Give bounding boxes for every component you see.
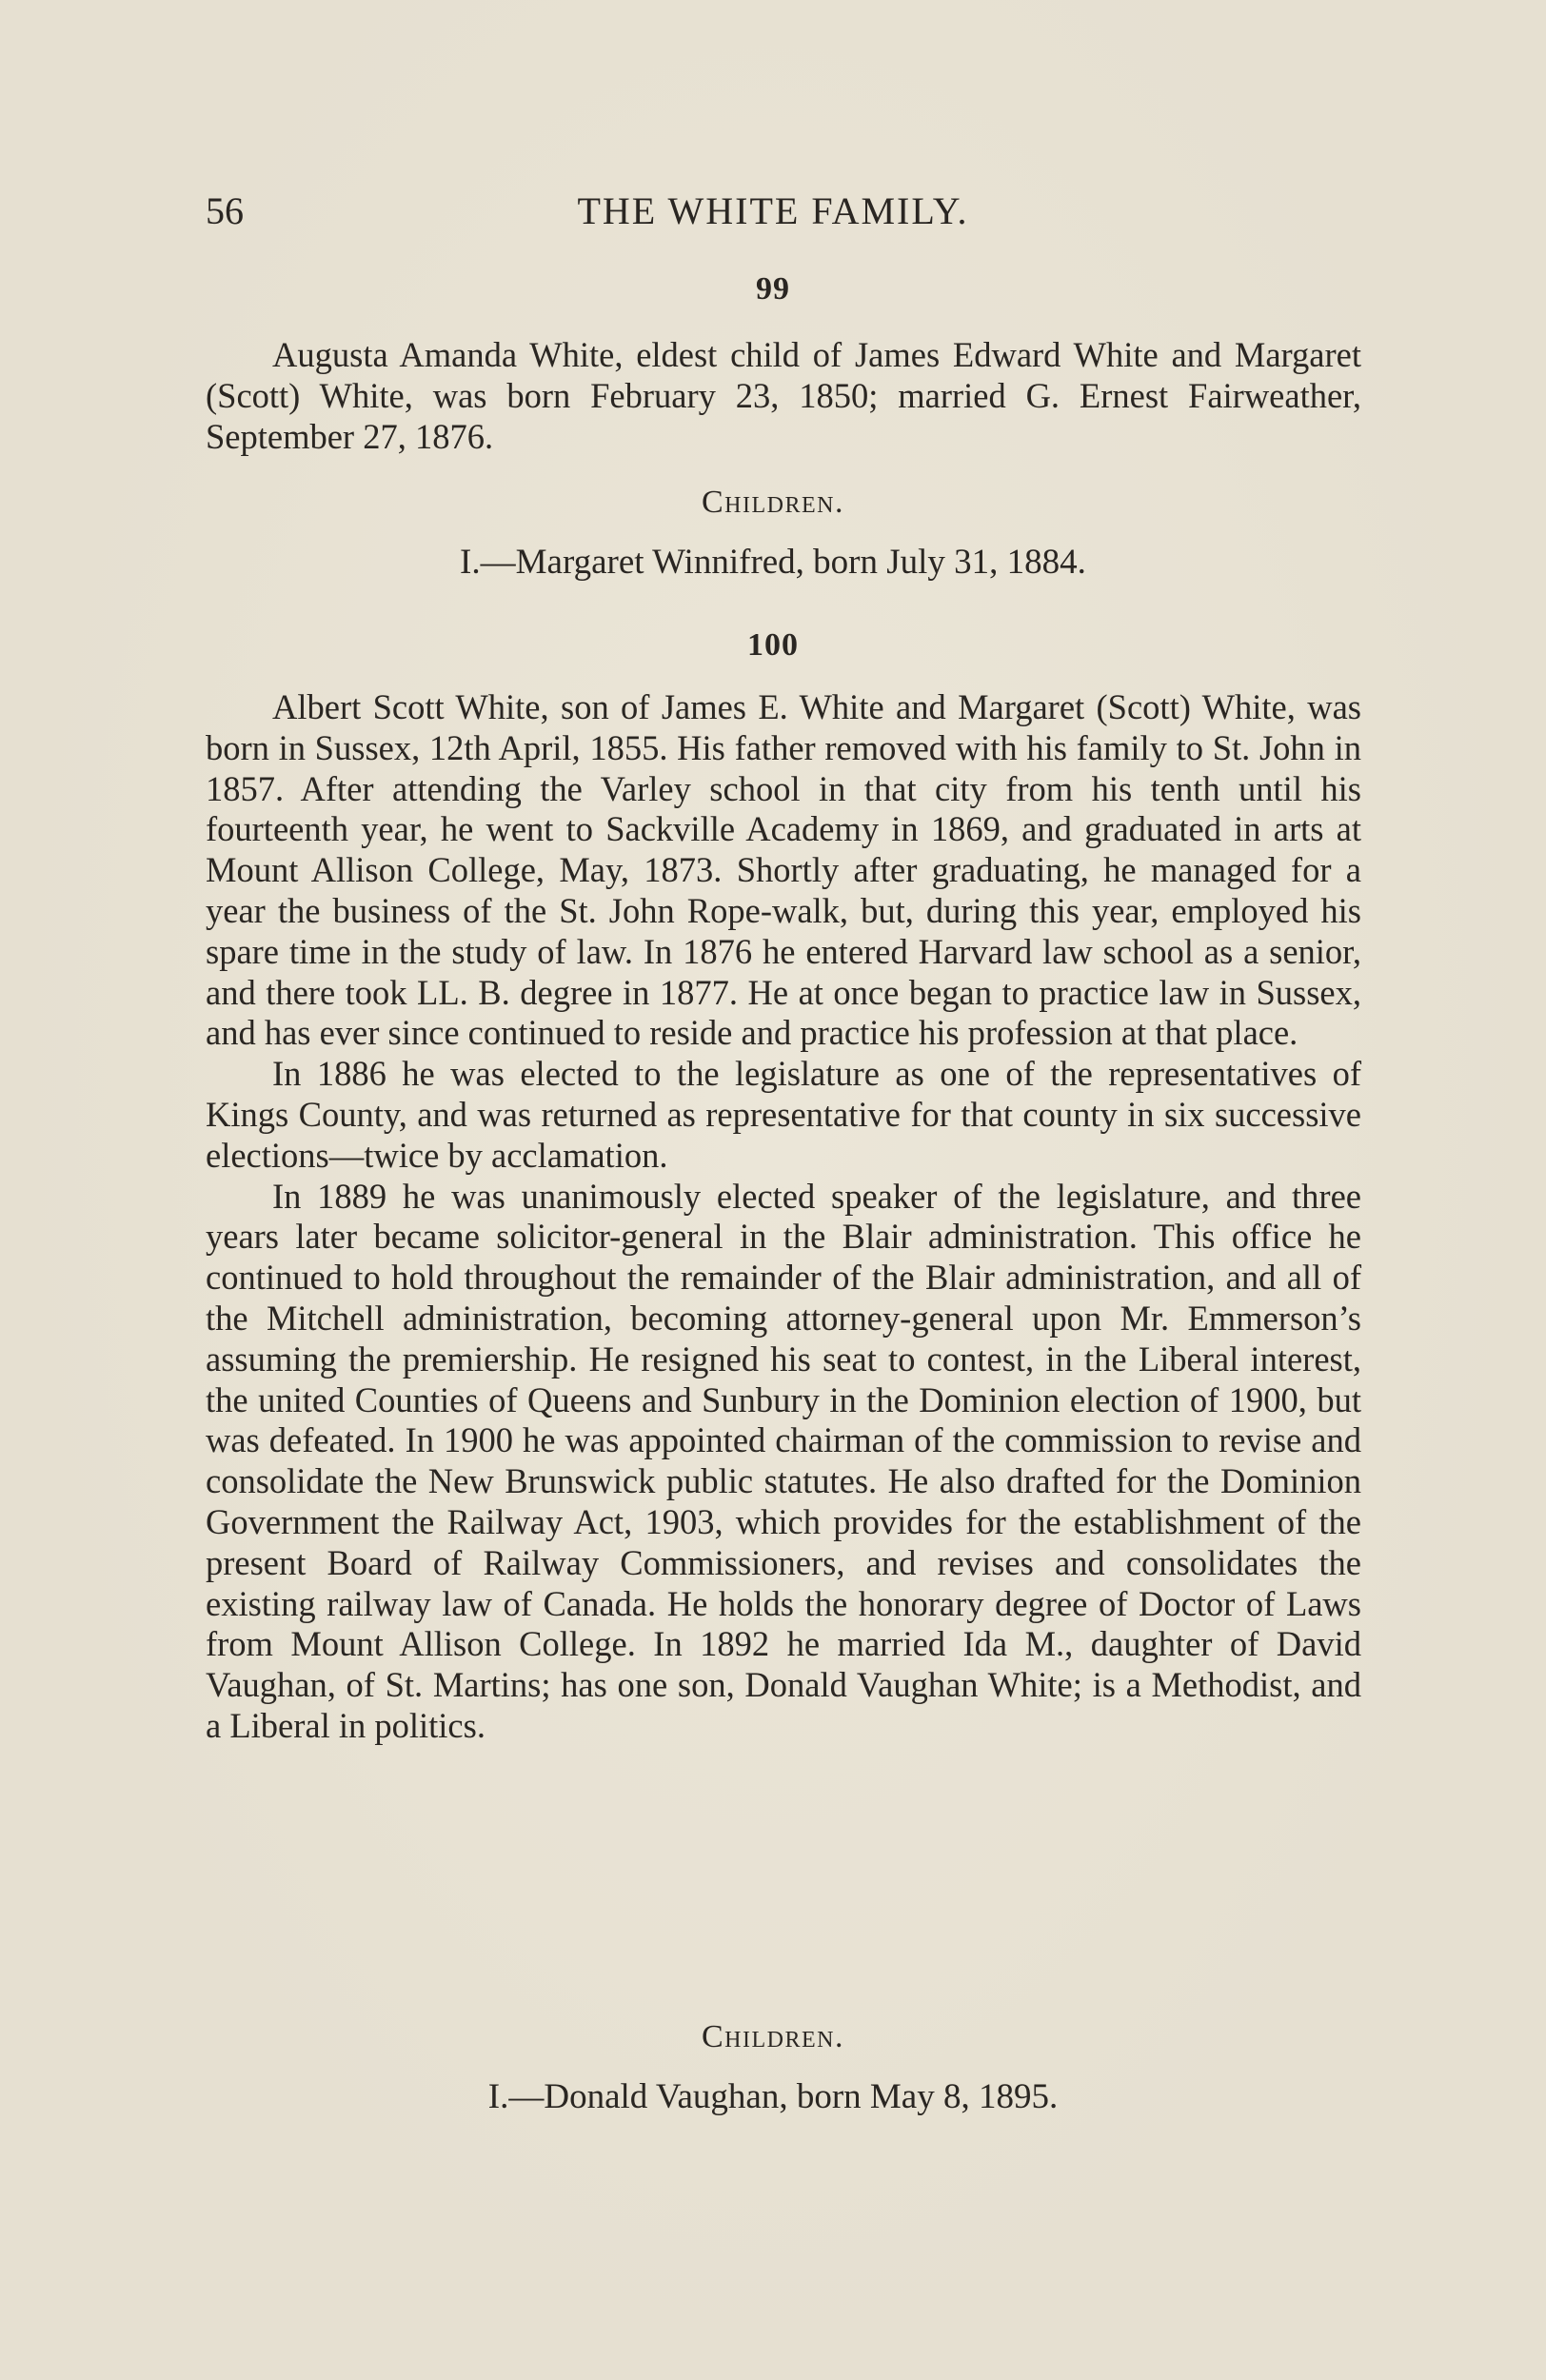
entry-number-99: 99: [756, 271, 790, 307]
children-heading-99: Children.: [702, 485, 844, 520]
entry-99-body: [206, 335, 1361, 457]
entry-100-paragraph-2: In 1886 he was elected to the legislature as one of the representatives of Kings County, and was returned as representative for that county in six successive elections—twice by acclamation.: [206, 1054, 1361, 1175]
child-entry-100-1: I.—Donald Vaughan, born May 8, 1895.: [487, 2077, 1059, 2116]
entry-100-paragraph-1: Albert Scott White, son of James E. White and Margaret (Scott) White, was born in Sussex, 12th April, 1855. His father removed with his family to St. John in 1857. After attending the Varley school in that city from his tenth until his fourteenth year, he went to Sackville Academy in 1869, and graduated in arts at Mount Allison College, May, 1873. Shortly after graduating, he managed for a year the business of the St. John Rope-walk, but, during this year, employed his spare time in the study of law. In 1876 he entered Harvard law school as a senior, and there took LL. B. degree in 1877. He at once began to practice law in Sussex, and has ever since continued to reside and practice his profession at that place.: [206, 687, 1361, 1053]
children-heading-100: Children.: [702, 2019, 844, 2054]
child-entry-99-1: I.—Margaret Winnifred, born July 31, 1884.: [460, 543, 1086, 582]
entry-number-100: 100: [747, 627, 799, 663]
entry-100-body: [206, 687, 1361, 1747]
entry-100-paragraph-3: In 1889 he was unanimously elected speaker of the legislature, and three years later became solicitor-general in the Blair administration. This office he continued to hold throughout the remainder of the Blair administration, and all of the Mitchell administration, becoming attorney-general upon Mr. Emmerson’s assuming the premiership. He resigned his seat to contest, in the Liberal interest, the united Counties of Queens and Sunbury in the Dominion election of 1900, but was defeated. In 1900 he was appointed chairman of the commission to revise and consolidate the New Brunswick public statutes. He also drafted for the Dominion Government the Railway Act, 1903, which provides for the establishment of the present Board of Railway Commissioners, and revises and consolidates the existing railway law of Canada. He holds the honorary degree of Doctor of Laws from Mount Allison College. In 1892 he married Ida M., daughter of David Vaughan, of St. Martins; has one son, Donald Vaughan White; is a Methodist, and a Liberal in politics.: [206, 1176, 1361, 1745]
entry-99-paragraph: Augusta Amanda White, eldest child of James Edward White and Margaret (Scott) White, was born February 23, 1850; married G. Ernest Fairweather, September 27, 1876.: [206, 335, 1361, 456]
running-title: THE WHITE FAMILY.: [577, 189, 969, 232]
running-head: [0, 183, 1546, 240]
page-number: 56: [206, 189, 244, 232]
